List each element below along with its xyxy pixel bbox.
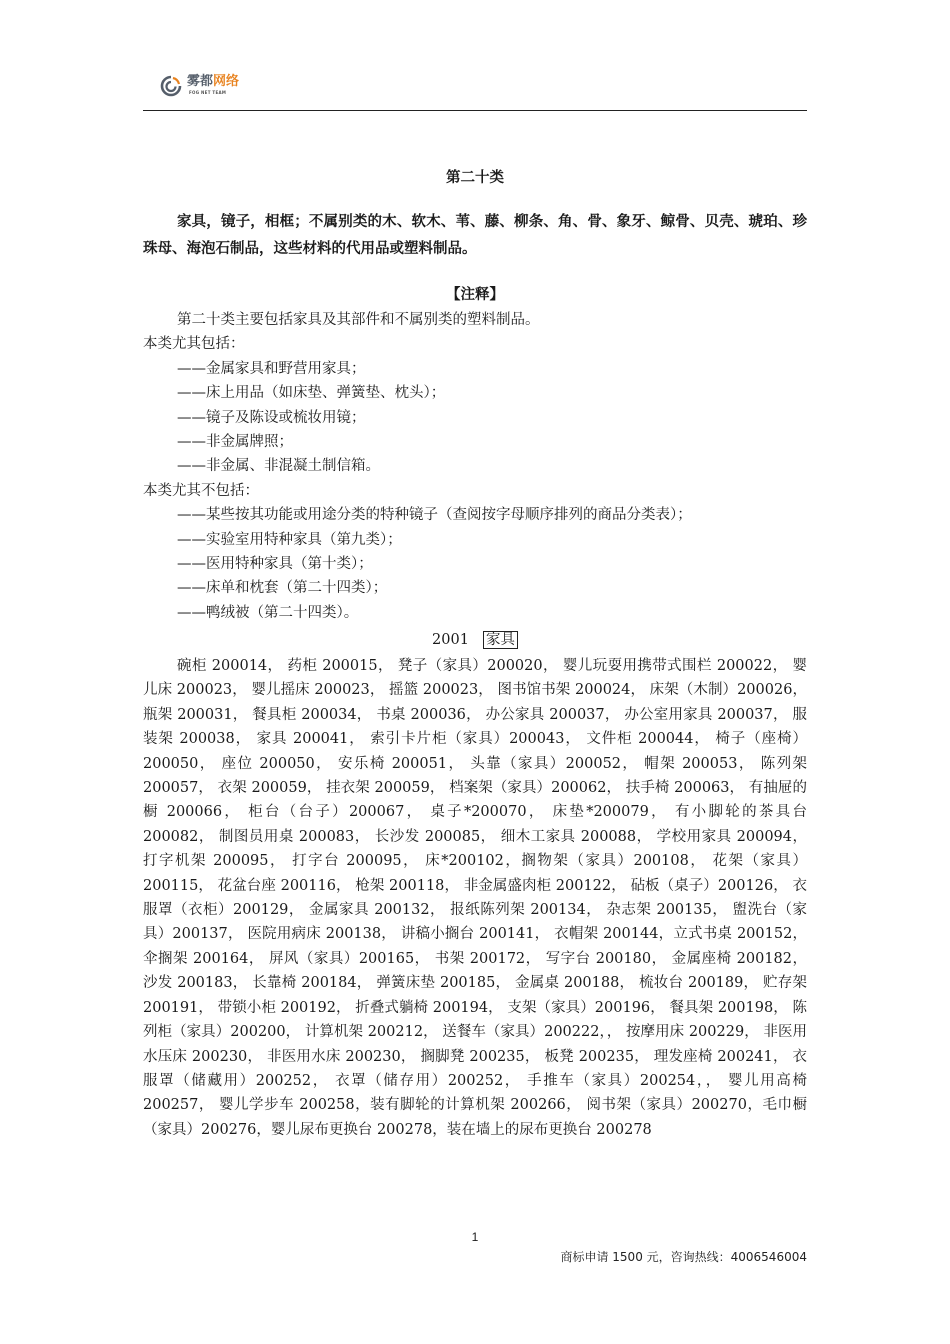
logo-subtitle: FOG NET TEAM (189, 90, 227, 95)
note-line: ——某些按其功能或用途分类的特种镜子（查阅按字母顺序排列的商品分类表）； (177, 507, 692, 524)
note-line: 第二十类主要包括家具及其部件和不属别类的塑料制品。 (177, 312, 540, 328)
company-logo (159, 74, 239, 98)
logo-icon (159, 74, 183, 98)
class-title: 第二十类 (446, 169, 504, 186)
note-title: 【注释】 (446, 286, 504, 303)
note-line: ——非金属、非混凝土制信箱。 (177, 458, 380, 475)
note-line: ——鸭绒被（第二十四类）。 (177, 604, 359, 621)
footer-ad: 商标申请 1500 元，咨询热线：4006546004 (560, 1250, 807, 1264)
note-line: ——床单和枕套（第二十四类）； (177, 580, 388, 597)
page-number: 1 (471, 1230, 479, 1244)
note-line: ——床上用品（如床垫、弹簧垫、枕头）； (177, 385, 446, 402)
logo-text-b: 网络 (213, 74, 240, 89)
section-code: 2001 (432, 632, 469, 648)
note-line: ——实验室用特种家具（第九类）； (177, 531, 402, 548)
section-heading (143, 628, 807, 649)
goods-list: 碗柜 200014， 药柜 200015， 凳子（家具）200020， 婴儿玩耍用携带式围栏 200022， 婴儿床 200023， 婴儿摇床 200023， 摇篮 200023， 图书馆书架 200024， 床架（木制）200026， 瓶架 200031， 餐具柜 200034， 书桌 200036， 办公家具 200037， 办公室用家具 200037， 服装架 200038， 家具 200041， 索引卡片柜（家具）200043， 文件柜 200044， 椅子（座椅）200050， 座位 200050， 安乐椅 200051， 头靠（家具）200052， 帽架 200053， 陈列架 200057， 衣架 200059， 挂衣架 200059， 档案架（家具）200062， 扶手椅 200063， 有抽屉的橱 200066， 柜台（台子）200067， 桌子*200070， 床垫*200079， 有小脚轮的茶具台 200082， 制图员用桌 200083， 长沙发 200085， 细木工家具 200088， 学校用家具 200094， 打字机架 200095， 打字台 200095， 床*200102，搁物架（家具）200108， 花架（家具）200115， 花盆台座 200116， 枪架 200118， 非金属盛肉柜 200122， 砧板（桌子）200126， 衣服罩（衣柜）200129， 金属家具 200132， 报纸陈列架 200134， 杂志架 200135， 盥洗台（家具）200137， 医院用病床 200138， 讲稿小搁台 200141， 衣帽架 200144，立式书桌 200152， 伞搁架 200164， 屏风（家具）200165， 书架 200172， 写字台 200180， 金属座椅 200182， 沙发 200183， 长靠椅 200184， 弹簧床垫 200185， 金属桌 200188， 梳妆台 200189， 贮存架 200191， 带锁小柜 200192， 折叠式躺椅 200194， 支架（家具）200196， 餐具架 200198， 陈列柜（家具）200200， 计算机架 200212， 送餐车（家具）200222，， 按摩用床 200229， 非医用水压床 200230， 非医用水床 200230， 搁脚凳 200235， 板凳 200235， 理发座椅 200241， 衣服罩（储藏用）200252， 衣罩（储存用）200252， 手推车（家具）200254，， 婴儿用高椅 200257， 婴儿学步车 200258，装有脚轮的计算机架 200266， 阅书架（家具）200270，毛巾橱（家具）200276，婴儿尿布更换台 200278，装在墙上的尿布更换台 200278 (143, 658, 807, 1138)
note-line: ——金属家具和野营用家具； (177, 360, 366, 377)
note-line: ——非金属牌照； (177, 433, 293, 450)
note-line: ——医用特种家具（第十类）； (177, 555, 373, 572)
note-line: 本类尤其不包括： (143, 482, 259, 499)
note-lines (143, 308, 807, 625)
logo-text-a: 雾都 (187, 74, 214, 89)
note-line: ——镜子及陈设或梳妆用镜； (177, 409, 366, 426)
page-header (143, 72, 807, 111)
section-name: 家具 (483, 631, 518, 649)
note-line: 本类尤其包括： (143, 336, 245, 353)
class-heading: 家具，镜子，相框；不属别类的木、软木、苇、藤、柳条、角、骨、象牙、鲸骨、贝壳、琥珀、珍珠母、海泡石制品，这些材料的代用品或塑料制品。 (143, 213, 807, 257)
